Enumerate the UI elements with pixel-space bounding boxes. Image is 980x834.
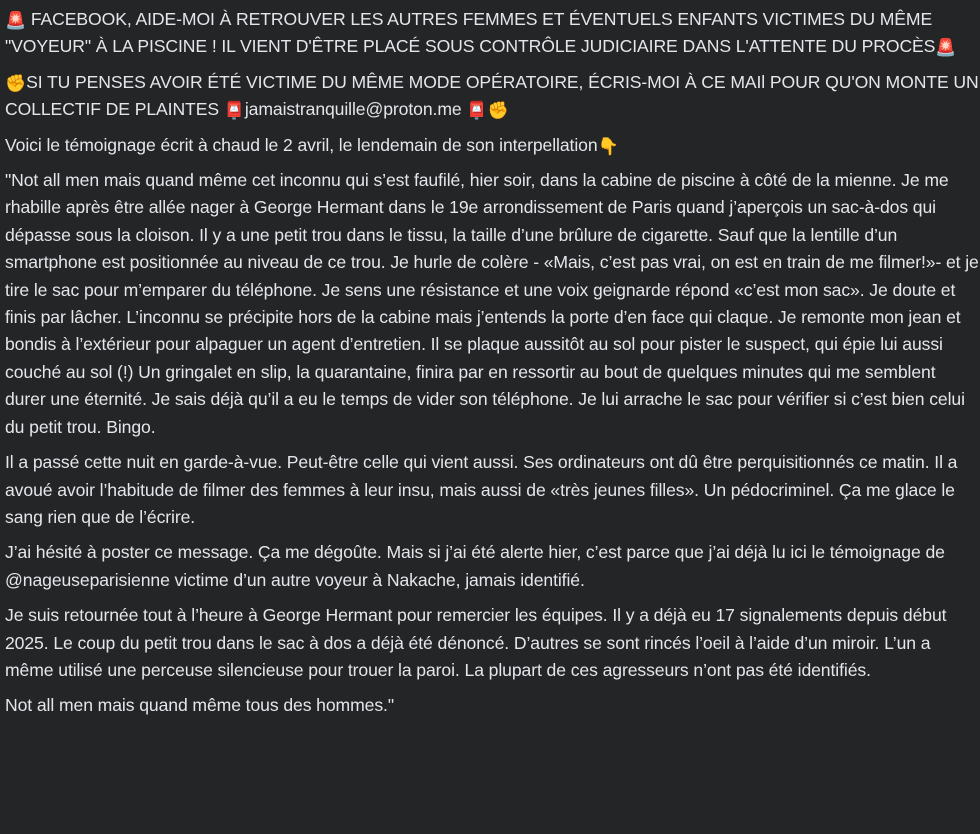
raised-fist-icon: ✊ (5, 73, 27, 94)
alert-text: FACEBOOK, AIDE-MOI À RETROUVER LES AUTRES FEMMES ET ÉVENTUELS ENFANTS VICTIMES DU MÊME "VOYEUR" À LA PISCINE ! IL VIENT D'ÊTRE PLACÉ SOUS CONTRÔLE JUDICIAIRE DANS L'ATTENTE DU PROCÈS (5, 9, 936, 57)
contact-email: jamaistranquille@proton.me (244, 99, 462, 120)
siren-icon: 🚨 (5, 11, 27, 31)
post-paragraph-custody (5, 449, 980, 531)
post-paragraph-intro (5, 132, 980, 159)
testimony-text: "Not all men mais quand même cet inconnu qui s’est faufilé, hier soir, dans la cabine de piscine à côté de la mienne. Je me rhabille après être allée nager à George Hermant dans le 19e arrondissement de Paris quand j’aperçois un sac-à-dos qui dépasse sous la cloison. Il y a une petit trou dans le tissu, la taille d’une brûlure de cigarette. Sauf que la lentille d’un smartphone est positionnée au niveau de ce trou. Je hurle de colère - «Mais, c’est pas vrai, on est en train de me filmer!»- et je tire le sac pour m’emparer du téléphone. Je sens une résistance et une voix geignarde répond «c’est mon sac». Je doute et finis par lâcher. L’inconnu se précipite hors de la cabine mais j’entends la porte d’en face qui claque. Je remonte mon jean et bondis à l’extérieur pour alpaguer un agent d’entretien. Il se plaque aussitôt au sol pour pister le suspect, qui épie lui aussi couché au sol (!) Un gringalet en slip, la quarantaine, finira par en ressortir au bout de quelques minutes qui me semblent durer une éternité. Je sais déjà qu’il a eu le temps de vider son téléphone. Je lui arrache le sac pour vérifier si c’est bien celui du petit trou. Bingo. (5, 170, 979, 437)
closing-text: Not all men mais quand même tous des hommes." (5, 695, 394, 716)
post-paragraph-follow-up (5, 602, 980, 684)
raised-fist-icon: ✊ (487, 101, 509, 122)
postbox-icon: 📮 (223, 101, 245, 122)
custody-text: Il a passé cette nuit en garde-à-vue. Peut-être celle qui vient aussi. Ses ordinateurs ont dû être perquisitionnés ce matin. Il a avoué avoir l’habitude de filmer des femmes à leur insu, mais aussi de «très jeunes filles». Un pédocriminel. Ça me glace le sang rien que de l’écrire. (5, 452, 958, 527)
postbox-icon: 📮 (466, 101, 488, 122)
post-paragraph-closing (5, 692, 980, 719)
hesitation-text: J’ai hésité à poster ce message. Ça me dégoûte. Mais si j’ai été alerte hier, c’est parce que j’ai déjà lu ici le témoignage de @nageuseparisienne victime d’un autre voyeur à Nakache, jamais identifié. (5, 542, 945, 590)
follow-up-text: Je suis retournée tout à l’heure à George Hermant pour remercier les équipes. Il y a déjà eu 17 signalements depuis début 2025. Le coup du petit trou dans le sac à dos a déjà été dénoncé. D’autres se sont rincés l’oeil à l’aide d’un miroir. L’un a même utilisé une perceuse silencieuse pour trouer la paroi. La plupart de ces agresseurs n’ont pas été identifiés. (5, 605, 947, 680)
pointing-down-icon: 👇 (597, 136, 619, 157)
post-paragraph-testimony (5, 167, 980, 441)
post-paragraph-hesitation (5, 539, 980, 594)
post-paragraph-call-to-action (5, 69, 980, 124)
post-paragraph-alert (5, 6, 980, 61)
siren-icon: 🚨 (935, 38, 957, 59)
intro-text: Voici le témoignage écrit à chaud le 2 avril, le lendemain de son interpellation (5, 134, 598, 155)
call-to-action-text: SI TU PENSES AVOIR ÉTÉ VICTIME DU MÊME MODE OPÉRATOIRE, ÉCRIS-MOI À CE MAIl POUR QU'ON MONTE UN COLLECTIF DE PLAINTES (5, 71, 979, 120)
